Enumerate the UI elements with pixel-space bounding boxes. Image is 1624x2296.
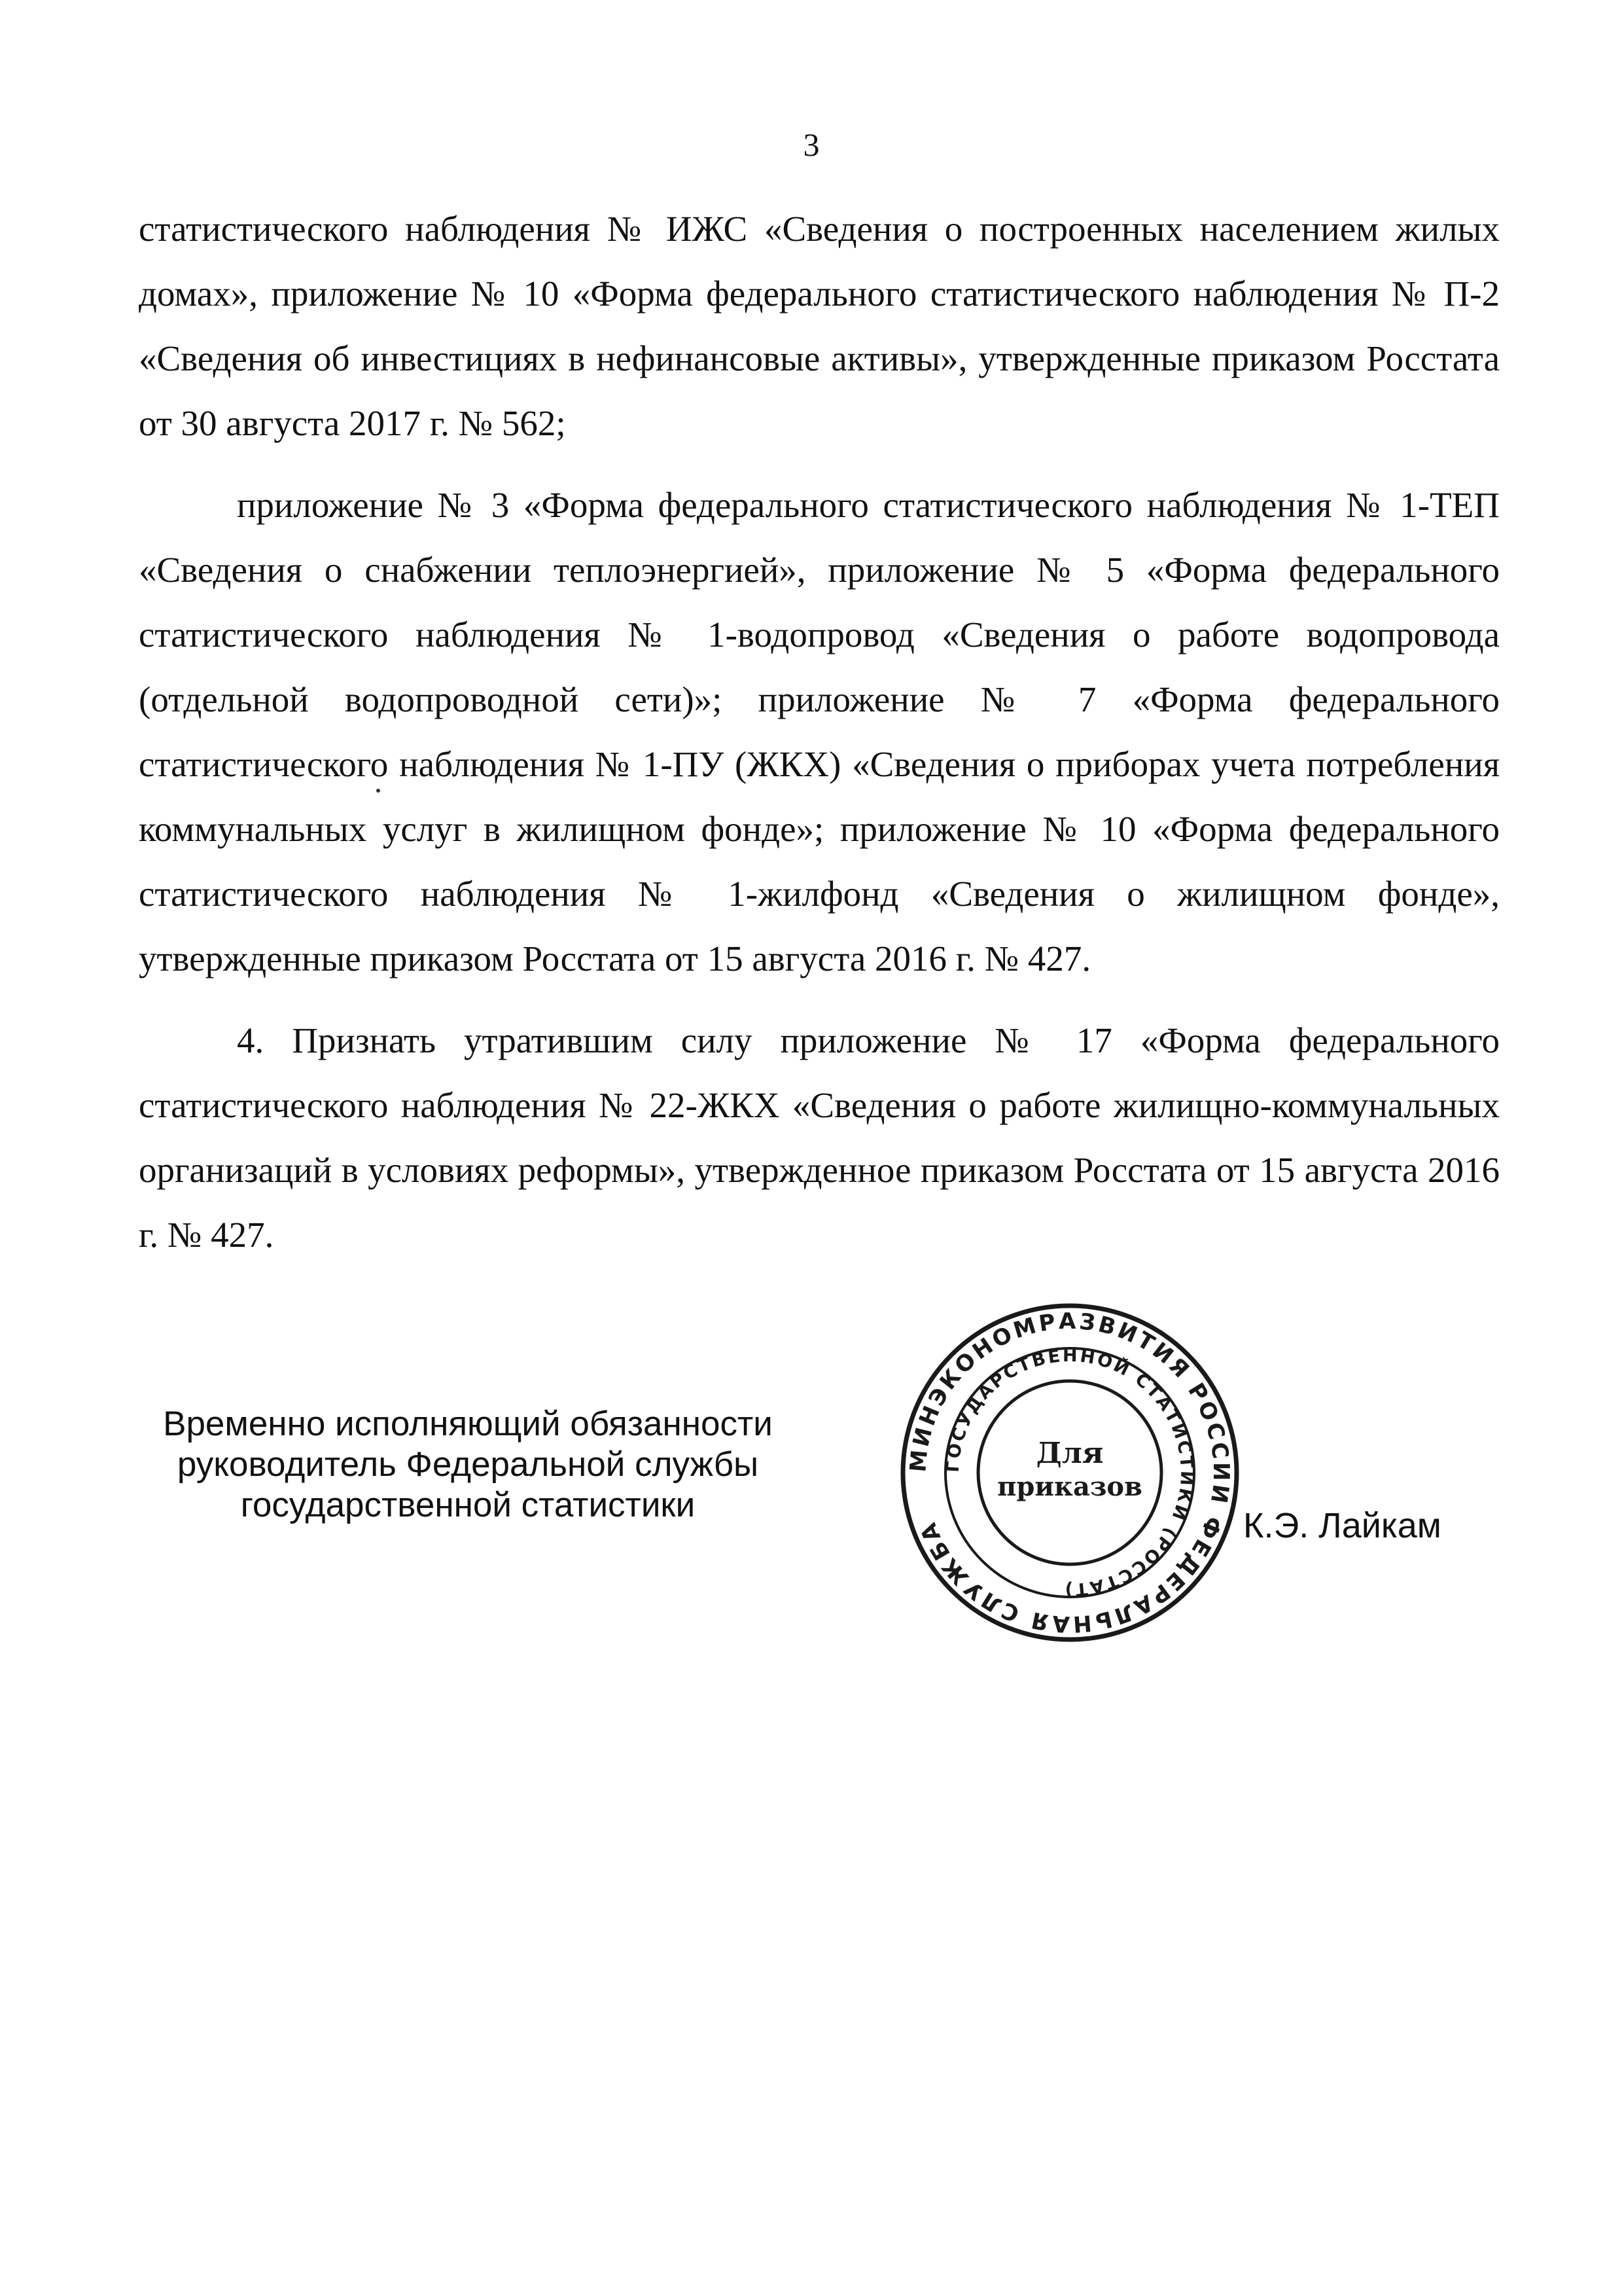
page-number: 3	[803, 126, 820, 163]
signature-title-block	[124, 1404, 811, 1526]
paragraph-appendices: приложение № 3 «Форма федерального статистического наблюдения № 1-ТЕП «Сведения о снабжении теплоэнергией», приложение № 5 «Форма федерального статистического наблюдения № 1-водопровод «Сведения о работе водопровода (отдельной водопроводной сети)»; приложение № 7 «Форма федерального статистического наблюдения № 1-ПУ (ЖКХ) «Сведения о приборах учета потребления коммунальных услуг в жилищном фонде»; приложение № 10 «Форма федерального статистического наблюдения № 1-жилфонд «Сведения о жилищном фонде», утвержденные приказом Росстата от 15 августа 2016 г. № 427.	[139, 485, 1500, 978]
seal-outer-text: МИНЭКОНОМРАЗВИТИЯ РОССИИ ФЕДЕРАЛЬНАЯ СЛУЖБА	[905, 1308, 1235, 1638]
paragraph-item-4: 4. Признать утратившим силу приложение № 17 «Форма федерального статистического наблюдения № 22-ЖКХ «Сведения о работе жилищно-коммунальных организаций в условиях реформы», утвержденное приказом Росстата от 15 августа 2016 г. № 427.	[139, 1020, 1500, 1255]
signature-title-line: Временно исполняющий обязанности	[163, 1405, 773, 1443]
scan-speck	[376, 789, 380, 793]
seal-inner-text: ГОСУДАРСТВЕННОЙ СТАТИСТИКИ (РОССТАТ)	[942, 1345, 1197, 1600]
signer-name: К.Э. Лайкам	[1243, 1506, 1441, 1545]
seal-center-line-1: Для	[1036, 1437, 1104, 1470]
official-seal-stamp	[893, 1296, 1246, 1649]
body-text	[139, 196, 1500, 1284]
seal-center-line-2: приказов	[997, 1471, 1142, 1502]
signature-title-line: государственной статистики	[240, 1486, 696, 1524]
signature-title-line: руководитель Федеральной службы	[177, 1445, 759, 1484]
paragraph-continuation: статистического наблюдения № ИЖС «Сведения о построенных населением жилых домах», приложение № 10 «Форма федерального статистического наблюдения № П-2 «Сведения об инвестициях в нефинансовые активы», утвержденные приказом Росстата от 30 августа 2017 г. № 562;	[139, 209, 1500, 443]
